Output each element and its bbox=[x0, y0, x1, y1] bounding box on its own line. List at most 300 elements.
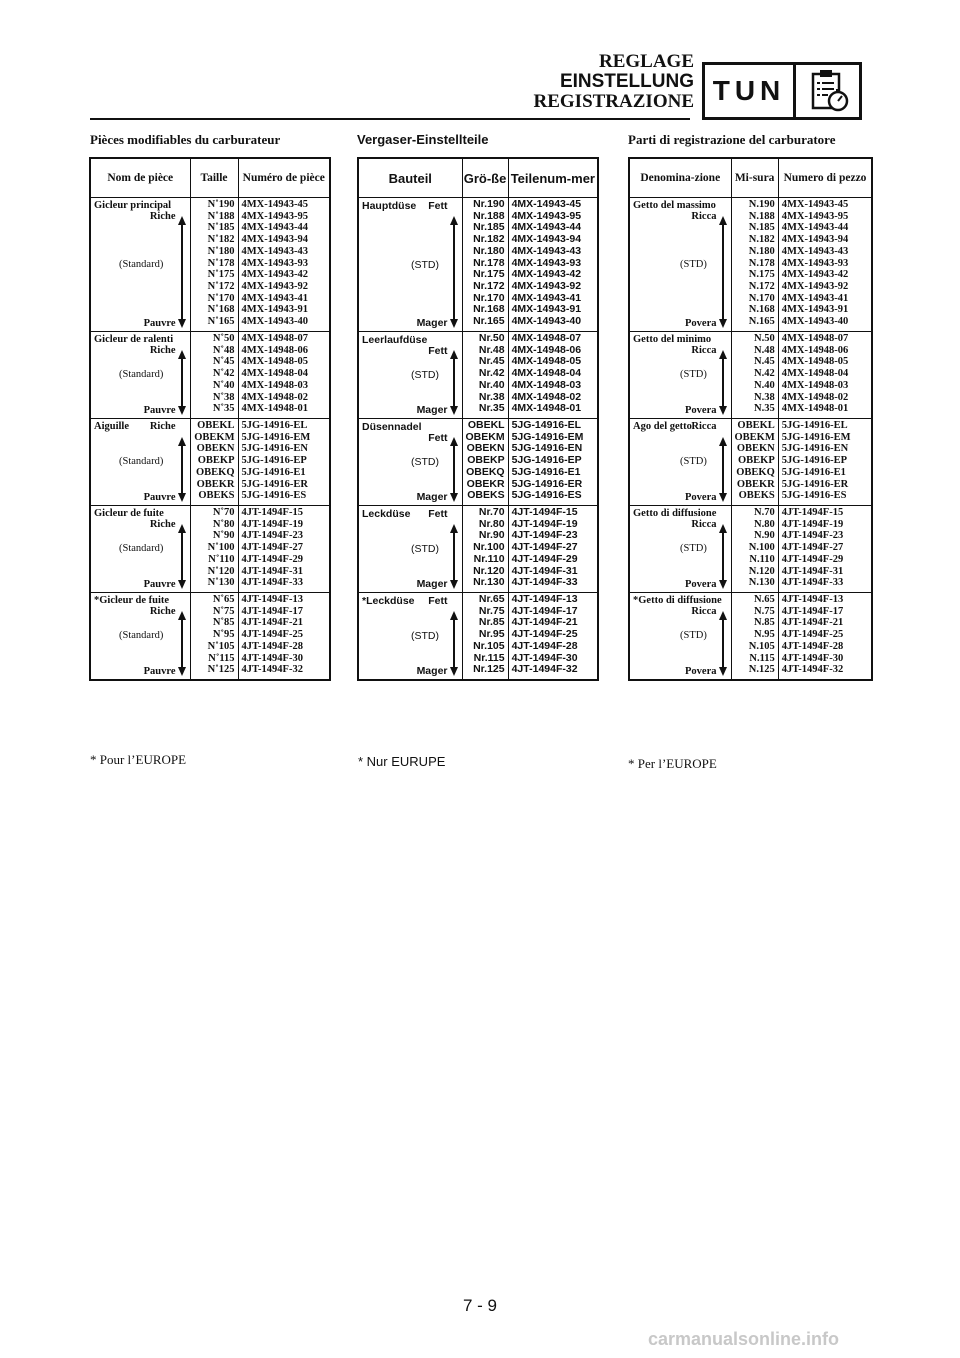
size-cell bbox=[731, 332, 778, 419]
size-value: N.190 bbox=[748, 199, 775, 210]
size-value: N˚48 bbox=[212, 344, 235, 356]
double-arrow-icon bbox=[178, 437, 186, 502]
size-value: N.40 bbox=[754, 379, 775, 391]
part-name: *Leckdüse bbox=[362, 595, 415, 607]
part-number: 4JT-1494F-27 bbox=[241, 542, 303, 554]
part-number: 4MX-14943-45 bbox=[511, 198, 582, 210]
part-name: Gicleur de ralenti bbox=[94, 334, 174, 345]
part-number: 4MX-14943-40 bbox=[511, 315, 582, 328]
part-number: 4JT-1494F-19 bbox=[241, 518, 303, 530]
part-number: 4MX-14948-05 bbox=[241, 356, 308, 368]
part-number: 4JT-1494F-13 bbox=[241, 594, 303, 605]
part-number: 5JG-14916-EM bbox=[241, 431, 311, 443]
size-value: Nr.125 bbox=[473, 663, 505, 676]
column-header: Nom de pièce bbox=[90, 158, 190, 198]
size-value: N˚35 bbox=[212, 403, 235, 415]
size-cell bbox=[190, 332, 238, 419]
footnote-de: * Nur EURUPE bbox=[358, 754, 446, 769]
size-value: N.70 bbox=[754, 507, 775, 518]
rich-label: Fett bbox=[428, 200, 448, 212]
size-value: N.80 bbox=[754, 518, 775, 530]
rich-label: Ricca bbox=[691, 211, 717, 222]
size-value: Nr.185 bbox=[473, 221, 505, 234]
part-number: 4JT-1494F-27 bbox=[781, 542, 844, 554]
size-cell bbox=[731, 593, 778, 681]
part-name: Getto di diffusione bbox=[633, 508, 717, 519]
title-de: EINSTELLUNG bbox=[559, 71, 694, 92]
size-value: N.48 bbox=[754, 344, 775, 356]
part-number: 4MX-14943-92 bbox=[781, 280, 849, 292]
part-number: 4JT-1494F-19 bbox=[781, 518, 844, 530]
lean-label: Pauvre bbox=[143, 492, 176, 503]
size-cell bbox=[462, 198, 508, 332]
part-number: 4MX-14943-43 bbox=[511, 244, 582, 257]
column-header: Grö-ße bbox=[462, 158, 508, 198]
part-name-cell bbox=[629, 419, 731, 506]
size-cell bbox=[190, 506, 238, 593]
part-name: Leerlaufdüse bbox=[362, 334, 428, 346]
table-row bbox=[90, 198, 330, 332]
size-value: N.85 bbox=[754, 617, 775, 629]
column-header: Numero di pezzo bbox=[778, 158, 872, 198]
column-header: Denomina-zione bbox=[629, 158, 731, 198]
standard-label: (Standard) bbox=[119, 259, 164, 270]
size-value: Nr.170 bbox=[473, 291, 505, 304]
lean-label: Mager bbox=[416, 491, 448, 503]
lean-label: Mager bbox=[416, 404, 448, 416]
table-row bbox=[358, 198, 598, 332]
part-number: 4MX-14943-93 bbox=[781, 257, 849, 269]
part-number: 4MX-14943-45 bbox=[781, 199, 849, 210]
part-name: Leckdüse bbox=[362, 508, 411, 520]
column-header: Taille bbox=[190, 158, 238, 198]
part-number: 4JT-1494F-28 bbox=[781, 640, 844, 652]
part-number: 4MX-14943-92 bbox=[511, 279, 582, 292]
part-name: Aiguille bbox=[94, 421, 130, 432]
size-value: N˚185 bbox=[207, 222, 235, 234]
size-value: OBEKQ bbox=[466, 465, 505, 478]
part-number-cell bbox=[238, 198, 330, 332]
part-number: 5JG-14916-EP bbox=[511, 454, 582, 467]
double-arrow-icon bbox=[719, 611, 727, 676]
table-row bbox=[90, 419, 330, 506]
size-value: N˚50 bbox=[212, 333, 235, 344]
part-name: Gicleur principal bbox=[94, 200, 172, 211]
part-number: 4JT-1494F-32 bbox=[241, 664, 303, 676]
part-name: Getto del massimo bbox=[633, 200, 716, 211]
size-value: Nr.130 bbox=[473, 576, 505, 589]
column-header: Mi-sura bbox=[731, 158, 778, 198]
part-number: 4MX-14948-02 bbox=[241, 391, 308, 403]
part-number: 4MX-14948-03 bbox=[241, 379, 308, 391]
part-number: 4JT-1494F-29 bbox=[511, 552, 578, 565]
size-value: N˚110 bbox=[208, 553, 235, 565]
part-number: 4MX-14948-06 bbox=[241, 344, 308, 356]
size-value: Nr.172 bbox=[473, 279, 505, 292]
part-number: 4JT-1494F-17 bbox=[781, 605, 844, 617]
part-name-cell bbox=[358, 593, 462, 681]
double-arrow-icon bbox=[719, 437, 727, 502]
size-cell bbox=[731, 419, 778, 506]
size-value: N˚175 bbox=[207, 269, 235, 281]
part-name-cell bbox=[90, 506, 190, 593]
part-number: 4MX-14943-43 bbox=[781, 245, 849, 257]
part-number: 4MX-14948-04 bbox=[241, 368, 308, 380]
size-value: N˚65 bbox=[212, 594, 235, 605]
size-value: OBEKS bbox=[467, 489, 505, 502]
size-value: Nr.188 bbox=[473, 209, 505, 222]
part-number: 4MX-14943-95 bbox=[241, 210, 308, 222]
part-number: 4JT-1494F-33 bbox=[511, 576, 578, 589]
size-value: N.182 bbox=[748, 234, 775, 246]
size-value: N.105 bbox=[748, 640, 775, 652]
size-cell bbox=[190, 198, 238, 332]
header-rule bbox=[90, 118, 690, 120]
part-number: 4MX-14943-42 bbox=[511, 268, 582, 281]
size-value: N.110 bbox=[749, 553, 775, 565]
size-value: N.95 bbox=[754, 629, 775, 641]
part-number: 4MX-14943-95 bbox=[781, 210, 849, 222]
part-number: 4MX-14943-95 bbox=[511, 209, 582, 222]
size-value: N˚120 bbox=[207, 565, 235, 577]
part-number: 4JT-1494F-23 bbox=[241, 530, 303, 542]
size-value: Nr.168 bbox=[473, 303, 505, 316]
part-number: 4MX-14948-01 bbox=[781, 403, 849, 415]
part-number: 4JT-1494F-15 bbox=[241, 507, 303, 518]
title-it: REGISTRAZIONE bbox=[533, 91, 694, 112]
size-value: Nr.65 bbox=[478, 593, 505, 605]
part-number: 4JT-1494F-19 bbox=[511, 517, 578, 530]
standard-label: (STD) bbox=[680, 456, 707, 467]
size-value: N.100 bbox=[748, 542, 775, 554]
size-value: N.175 bbox=[748, 269, 775, 281]
rich-label: Riche bbox=[149, 421, 176, 432]
rich-label: Fett bbox=[428, 595, 448, 607]
rich-label: Riche bbox=[149, 519, 176, 530]
clipboard-stopwatch-icon bbox=[796, 65, 859, 117]
size-value: OBEKM bbox=[194, 431, 235, 443]
part-number: 4JT-1494F-33 bbox=[241, 577, 303, 589]
part-number: 4JT-1494F-13 bbox=[511, 593, 578, 605]
part-number: 4MX-14948-07 bbox=[241, 333, 308, 344]
part-number-cell bbox=[778, 506, 872, 593]
part-number: 4MX-14943-93 bbox=[511, 256, 582, 269]
double-arrow-icon bbox=[450, 216, 458, 328]
size-value: N.115 bbox=[749, 652, 775, 664]
size-value: N.50 bbox=[754, 333, 775, 344]
col-title-de: Vergaser-Einstellteile bbox=[357, 132, 489, 147]
part-number: 4MX-14943-94 bbox=[241, 234, 308, 246]
double-arrow-icon bbox=[178, 216, 186, 328]
size-value: Nr.85 bbox=[478, 616, 505, 629]
rich-label: Riche bbox=[149, 606, 176, 617]
size-cell bbox=[731, 198, 778, 332]
lean-label: Mager bbox=[416, 665, 448, 677]
part-number: 4MX-14943-40 bbox=[781, 316, 849, 328]
standard-label: (Standard) bbox=[119, 543, 164, 554]
parts-table-fr bbox=[89, 157, 331, 681]
part-number: 5JG-14916-ES bbox=[781, 490, 847, 502]
size-value: OBEKR bbox=[736, 478, 775, 490]
part-number: 4JT-1494F-25 bbox=[241, 629, 303, 641]
part-number: 4JT-1494F-27 bbox=[511, 541, 578, 554]
part-number: 4MX-14943-94 bbox=[511, 233, 582, 246]
part-number: 5JG-14916-ES bbox=[511, 489, 582, 502]
size-value: N.120 bbox=[748, 565, 775, 577]
size-value: Nr.48 bbox=[478, 343, 505, 356]
part-name: *Gicleur de fuite bbox=[94, 595, 170, 606]
part-name-cell bbox=[90, 419, 190, 506]
part-number: 4JT-1494F-31 bbox=[241, 565, 303, 577]
lean-label: Mager bbox=[416, 578, 448, 590]
part-name: Ago del getto bbox=[633, 421, 692, 432]
double-arrow-icon bbox=[450, 524, 458, 589]
size-value: N˚188 bbox=[207, 210, 235, 222]
part-number-cell bbox=[508, 506, 598, 593]
standard-label: (Standard) bbox=[119, 630, 164, 641]
size-value: OBEKM bbox=[465, 430, 505, 443]
part-number: 4JT-1494F-21 bbox=[511, 616, 578, 629]
part-number: 4MX-14943-94 bbox=[781, 234, 849, 246]
table-row bbox=[358, 506, 598, 593]
size-cell bbox=[731, 506, 778, 593]
size-value: OBEKS bbox=[198, 490, 235, 502]
part-number-cell bbox=[238, 506, 330, 593]
column-header: Teilenum-mer bbox=[508, 158, 598, 198]
size-value: Nr.75 bbox=[478, 604, 505, 617]
part-name-cell bbox=[629, 593, 731, 681]
part-number: 4MX-14948-01 bbox=[241, 403, 308, 415]
size-value: N.42 bbox=[754, 368, 775, 380]
lean-label: Pauvre bbox=[143, 405, 176, 416]
rich-label: Fett bbox=[428, 508, 448, 520]
part-number: 4JT-1494F-29 bbox=[781, 553, 844, 565]
size-value: N.130 bbox=[748, 577, 775, 589]
double-arrow-icon bbox=[178, 524, 186, 589]
part-number: 5JG-14916-ES bbox=[241, 490, 307, 502]
part-name-cell bbox=[629, 198, 731, 332]
part-number: 5JG-14916-EN bbox=[781, 443, 849, 455]
part-number: 5JG-14916-ER bbox=[511, 477, 583, 490]
size-value: N˚172 bbox=[207, 280, 235, 292]
double-arrow-icon bbox=[450, 611, 458, 676]
part-number: 4JT-1494F-30 bbox=[241, 652, 303, 664]
parts-table-it bbox=[628, 157, 873, 681]
part-number: 4JT-1494F-31 bbox=[511, 564, 578, 577]
part-number: 4JT-1494F-28 bbox=[241, 640, 303, 652]
part-number: 4MX-14948-06 bbox=[781, 344, 849, 356]
part-number: 4MX-14943-91 bbox=[511, 303, 582, 316]
size-value: N˚168 bbox=[207, 304, 235, 316]
table-row bbox=[629, 593, 872, 681]
size-value: N.172 bbox=[748, 280, 775, 292]
part-number: 4JT-1494F-31 bbox=[781, 565, 844, 577]
part-number: 5JG-14916-EP bbox=[241, 455, 307, 467]
col-title-it: Parti di registrazione del carburatore bbox=[628, 132, 836, 147]
table-row bbox=[90, 332, 330, 419]
size-value: OBEKN bbox=[736, 443, 775, 455]
size-value: N.45 bbox=[754, 356, 775, 368]
part-number: 4MX-14948-03 bbox=[511, 378, 582, 391]
part-number: 4MX-14943-44 bbox=[241, 222, 308, 234]
part-number: 4MX-14948-01 bbox=[511, 402, 582, 415]
standard-label: (STD) bbox=[411, 456, 439, 468]
part-number: 5JG-14916-EM bbox=[781, 431, 851, 443]
part-number: 4MX-14948-04 bbox=[511, 367, 582, 380]
part-number: 4JT-1494F-17 bbox=[241, 605, 303, 617]
lean-label: Povera bbox=[685, 318, 717, 329]
part-name-cell bbox=[90, 332, 190, 419]
standard-label: (STD) bbox=[680, 259, 707, 270]
standard-label: (STD) bbox=[411, 259, 439, 271]
rich-label: Ricca bbox=[691, 421, 717, 432]
column-header: Bauteil bbox=[358, 158, 462, 198]
part-name-cell bbox=[90, 198, 190, 332]
size-value: OBEKP bbox=[738, 455, 775, 467]
size-value: N.178 bbox=[748, 257, 775, 269]
part-number: 5JG-14916-EN bbox=[511, 442, 583, 455]
size-value: N˚180 bbox=[207, 245, 235, 257]
part-number: 4JT-1494F-23 bbox=[781, 530, 844, 542]
size-value: N˚80 bbox=[212, 518, 235, 530]
table-row bbox=[629, 332, 872, 419]
part-number: 4MX-14943-40 bbox=[241, 316, 308, 328]
part-number: 4JT-1494F-25 bbox=[781, 629, 844, 641]
size-value: OBEKR bbox=[466, 477, 505, 490]
double-arrow-icon bbox=[178, 611, 186, 676]
part-number: 4JT-1494F-32 bbox=[781, 664, 844, 676]
size-value: Nr.40 bbox=[478, 378, 505, 391]
part-number: 4MX-14943-44 bbox=[511, 221, 582, 234]
size-cell bbox=[462, 506, 508, 593]
size-value: N˚40 bbox=[212, 379, 235, 391]
part-number: 4MX-14948-04 bbox=[781, 368, 849, 380]
size-value: Nr.70 bbox=[478, 506, 505, 518]
part-name-cell bbox=[358, 506, 462, 593]
part-name: Hauptdüse bbox=[362, 200, 417, 212]
part-number-cell bbox=[508, 332, 598, 419]
standard-label: (Standard) bbox=[119, 369, 164, 380]
part-number: 4MX-14948-05 bbox=[781, 356, 849, 368]
part-number: 4JT-1494F-32 bbox=[511, 663, 578, 676]
rich-label: Fett bbox=[428, 432, 448, 444]
lean-label: Povera bbox=[685, 579, 717, 590]
size-value: Nr.180 bbox=[473, 244, 505, 257]
size-value: OBEKR bbox=[196, 478, 235, 490]
size-value: N˚100 bbox=[207, 542, 235, 554]
part-number: 4MX-14948-02 bbox=[511, 390, 582, 403]
part-name-cell bbox=[358, 198, 462, 332]
part-number-cell bbox=[508, 593, 598, 681]
size-value: N.90 bbox=[754, 530, 775, 542]
part-number: 5JG-14916-EL bbox=[781, 420, 848, 431]
size-value: Nr.100 bbox=[473, 541, 505, 554]
size-value: Nr.115 bbox=[473, 651, 505, 664]
size-value: N˚125 bbox=[207, 664, 235, 676]
column-header: Numéro de pièce bbox=[238, 158, 330, 198]
size-cell bbox=[190, 419, 238, 506]
table-row bbox=[358, 593, 598, 681]
size-value: N.38 bbox=[754, 391, 775, 403]
double-arrow-icon bbox=[719, 524, 727, 589]
standard-label: (Standard) bbox=[119, 456, 164, 467]
part-number-cell bbox=[778, 593, 872, 681]
part-number: 4MX-14948-03 bbox=[781, 379, 849, 391]
part-number: 4MX-14943-45 bbox=[241, 199, 308, 210]
size-value: Nr.90 bbox=[478, 529, 505, 542]
standard-label: (STD) bbox=[680, 630, 707, 641]
double-arrow-icon bbox=[450, 350, 458, 415]
size-value: N˚45 bbox=[212, 356, 235, 368]
size-value: N˚95 bbox=[212, 629, 235, 641]
size-value: N˚85 bbox=[212, 617, 235, 629]
size-value: Nr.42 bbox=[478, 367, 505, 380]
size-value: OBEKM bbox=[734, 431, 775, 443]
part-number: 4JT-1494F-23 bbox=[511, 529, 578, 542]
size-value: OBEKN bbox=[466, 442, 505, 455]
size-cell bbox=[190, 593, 238, 681]
lean-label: Pauvre bbox=[143, 579, 176, 590]
part-number: 4JT-1494F-21 bbox=[241, 617, 303, 629]
size-value: N˚130 bbox=[207, 577, 235, 589]
size-value: Nr.178 bbox=[473, 256, 505, 269]
part-number: 4JT-1494F-13 bbox=[781, 594, 844, 605]
part-number: 4MX-14943-91 bbox=[781, 304, 849, 316]
size-value: N˚170 bbox=[207, 292, 235, 304]
standard-label: (STD) bbox=[411, 369, 439, 381]
size-value: N˚165 bbox=[207, 316, 235, 328]
size-value: Nr.165 bbox=[473, 315, 505, 328]
size-value: N.180 bbox=[748, 245, 775, 257]
part-number: 5JG-14916-E1 bbox=[781, 466, 846, 478]
double-arrow-icon bbox=[719, 216, 727, 328]
part-number: 4JT-1494F-17 bbox=[511, 604, 578, 617]
size-value: OBEKP bbox=[467, 454, 505, 467]
part-number: 4MX-14948-07 bbox=[511, 332, 582, 344]
size-value: Nr.35 bbox=[478, 402, 505, 415]
size-value: OBEKS bbox=[738, 490, 775, 502]
size-value: N˚105 bbox=[207, 640, 235, 652]
size-value: OBEKP bbox=[197, 455, 235, 467]
size-value: N˚115 bbox=[208, 652, 235, 664]
size-cell bbox=[462, 593, 508, 681]
part-name: *Getto di diffusione bbox=[633, 595, 722, 606]
part-number: 4MX-14943-42 bbox=[781, 269, 849, 281]
part-number: 4MX-14943-41 bbox=[781, 292, 849, 304]
section-titles bbox=[534, 52, 695, 112]
rich-label: Ricca bbox=[691, 519, 717, 530]
watermark: carmanualsonline.info bbox=[648, 1329, 840, 1349]
part-name-cell bbox=[358, 419, 462, 506]
size-value: N.35 bbox=[754, 403, 775, 415]
part-number-cell bbox=[238, 593, 330, 681]
size-value: N˚38 bbox=[212, 391, 235, 403]
size-value: OBEKL bbox=[197, 420, 235, 431]
part-number: 4JT-1494F-15 bbox=[781, 507, 844, 518]
part-number: 4JT-1494F-25 bbox=[511, 628, 578, 641]
table-header-row bbox=[629, 158, 872, 198]
part-number-cell bbox=[508, 419, 598, 506]
part-number-cell bbox=[508, 198, 598, 332]
size-cell bbox=[462, 332, 508, 419]
part-number: 4JT-1494F-33 bbox=[781, 577, 844, 589]
size-value: OBEKL bbox=[737, 420, 775, 431]
standard-label: (STD) bbox=[411, 630, 439, 642]
part-number: 5JG-14916-E1 bbox=[241, 466, 306, 478]
table-row bbox=[358, 419, 598, 506]
size-value: N˚178 bbox=[207, 257, 235, 269]
part-number: 4JT-1494F-15 bbox=[511, 506, 578, 518]
